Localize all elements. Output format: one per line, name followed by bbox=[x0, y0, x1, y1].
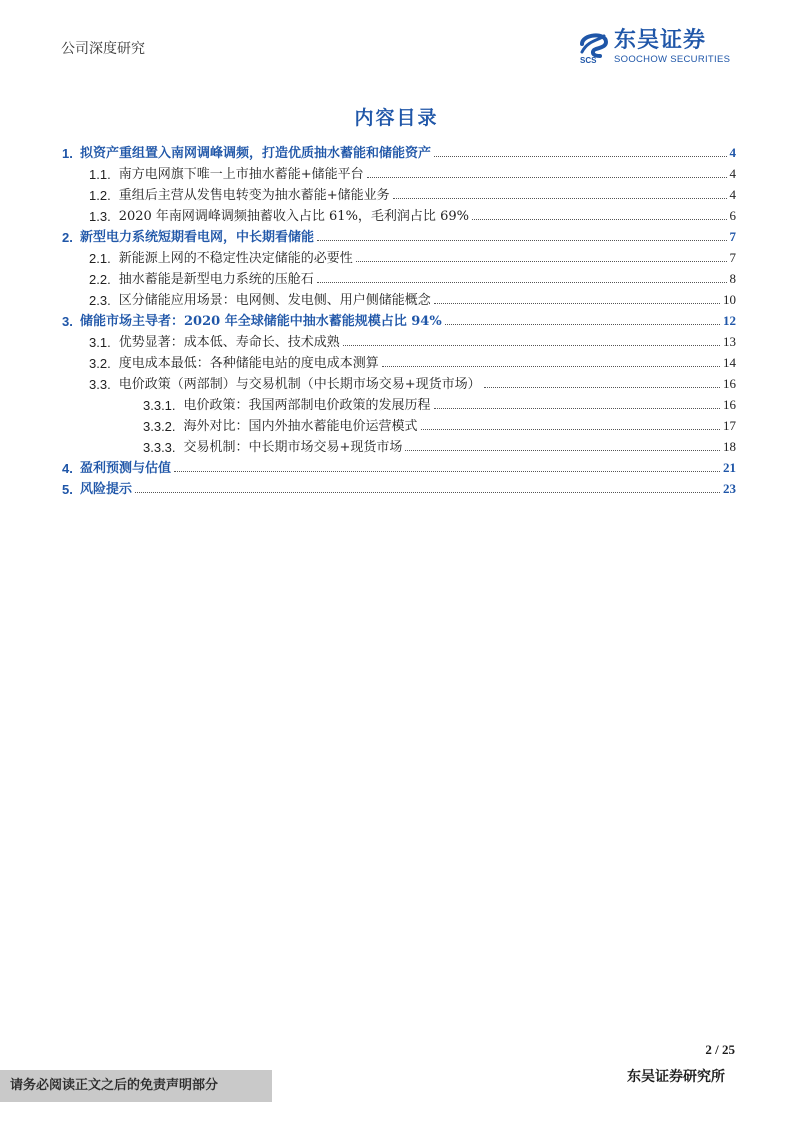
toc-entry[interactable] bbox=[62, 266, 736, 287]
toc-entry-title: 海外对比：国内外抽水蓄能电价运营模式 bbox=[183, 419, 418, 434]
toc-dot-leader bbox=[434, 156, 726, 157]
toc-dot-leader bbox=[317, 240, 726, 241]
toc-entry-page: 23 bbox=[723, 481, 736, 496]
toc-entry-title: 度电成本最低：各种储能电站的度电成本测算 bbox=[118, 356, 379, 371]
table-of-contents bbox=[62, 140, 736, 497]
toc-entry-number: 2.2. bbox=[89, 272, 111, 287]
toc-entry-title: 储能市场主导者：2020 年全球储能中抽水蓄能规模占比 94% bbox=[80, 314, 442, 329]
company-logo bbox=[578, 28, 738, 68]
toc-entry-number: 3.3. bbox=[89, 377, 111, 392]
toc-entry-title: 电价政策（两部制）与交易机制（中长期市场交易+现货市场） bbox=[118, 377, 481, 392]
toc-entry-number: 4. bbox=[62, 461, 73, 476]
toc-entry-title: 新型电力系统短期看电网，中长期看储能 bbox=[80, 230, 315, 245]
toc-entry[interactable] bbox=[62, 329, 736, 350]
toc-entry-number: 1.2. bbox=[89, 188, 111, 203]
toc-entry-title: 2020 年南网调峰调频抽蓄收入占比 61%，毛利润占比 69% bbox=[118, 209, 469, 224]
disclaimer-note: 请务必阅读正文之后的免责声明部分 bbox=[0, 1070, 272, 1102]
toc-entry-page: 7 bbox=[729, 250, 736, 265]
toc-entry[interactable] bbox=[62, 434, 736, 455]
toc-dot-leader bbox=[484, 387, 720, 388]
toc-entry-page: 12 bbox=[723, 313, 736, 328]
logo-mark-icon bbox=[578, 30, 610, 64]
toc-entry[interactable] bbox=[62, 308, 736, 329]
toc-entry-title: 交易机制：中长期市场交易+现货市场 bbox=[183, 440, 403, 455]
toc-entry[interactable] bbox=[62, 203, 736, 224]
toc-entry-title: 区分储能应用场景：电网侧、发电侧、用户侧储能概念 bbox=[118, 293, 431, 308]
toc-entry-page: 4 bbox=[729, 187, 736, 202]
toc-dot-leader bbox=[405, 450, 720, 451]
toc-entry-page: 8 bbox=[729, 271, 736, 286]
toc-entry-page: 4 bbox=[729, 145, 736, 160]
toc-entry-title: 盈利预测与估值 bbox=[80, 461, 172, 476]
toc-entry-number: 3. bbox=[62, 314, 73, 329]
toc-entry-title: 风险提示 bbox=[80, 482, 133, 497]
toc-entry-page: 18 bbox=[723, 439, 736, 454]
toc-entry[interactable] bbox=[62, 182, 736, 203]
toc-dot-leader bbox=[356, 261, 727, 262]
toc-entry-number: 2. bbox=[62, 230, 73, 245]
toc-entry[interactable] bbox=[62, 224, 736, 245]
logo-chinese-name: 东吴证券 bbox=[614, 28, 707, 53]
toc-entry-page: 16 bbox=[723, 376, 736, 391]
toc-entry-number: 2.1. bbox=[89, 251, 111, 266]
report-type-label: 公司深度研究 bbox=[61, 41, 145, 57]
toc-entry-page: 10 bbox=[723, 292, 736, 307]
toc-entry-number: 3.3.1. bbox=[143, 398, 176, 413]
toc-entry-page: 7 bbox=[729, 229, 736, 244]
toc-entry-number: 5. bbox=[62, 482, 73, 497]
toc-entry-page: 13 bbox=[723, 334, 736, 349]
toc-entry-number: 3.3.2. bbox=[143, 419, 176, 434]
toc-dot-leader bbox=[472, 219, 727, 220]
toc-entry-title: 优势显著：成本低、寿命长、技术成熟 bbox=[118, 335, 340, 350]
toc-entry[interactable] bbox=[62, 161, 736, 182]
toc-entry-number: 2.3. bbox=[89, 293, 111, 308]
toc-entry-number: 3.3.3. bbox=[143, 440, 176, 455]
toc-dot-leader bbox=[445, 324, 720, 325]
toc-entry[interactable] bbox=[62, 140, 736, 161]
toc-entry-number: 3.2. bbox=[89, 356, 111, 371]
toc-dot-leader bbox=[421, 429, 720, 430]
toc-entry-title: 新能源上网的不稳定性决定储能的必要性 bbox=[118, 251, 353, 266]
toc-entry[interactable] bbox=[62, 287, 736, 308]
toc-entry[interactable] bbox=[62, 392, 736, 413]
toc-entry[interactable] bbox=[62, 350, 736, 371]
toc-entry-page: 16 bbox=[723, 397, 736, 412]
logo-english-name: SOOCHOW SECURITIES bbox=[614, 54, 731, 65]
toc-entry-page: 17 bbox=[723, 418, 736, 433]
toc-dot-leader bbox=[382, 366, 720, 367]
toc-entry-title: 南方电网旗下唯一上市抽水蓄能+储能平台 bbox=[118, 167, 364, 182]
toc-dot-leader bbox=[434, 408, 720, 409]
toc-dot-leader bbox=[135, 492, 720, 493]
toc-entry-number: 3.1. bbox=[89, 335, 111, 350]
toc-entry-title: 抽水蓄能是新型电力系统的压舱石 bbox=[118, 272, 314, 287]
toc-dot-leader bbox=[393, 198, 727, 199]
toc-entry[interactable] bbox=[62, 245, 736, 266]
toc-entry-number: 1.1. bbox=[89, 167, 111, 182]
page-number: 2 / 25 bbox=[705, 1042, 735, 1057]
toc-dot-leader bbox=[434, 303, 720, 304]
toc-entry-title: 拟资产重组置入南网调峰调频，打造优质抽水蓄能和储能资产 bbox=[80, 146, 432, 161]
toc-dot-leader bbox=[317, 282, 727, 283]
toc-entry-page: 21 bbox=[723, 460, 736, 475]
toc-entry-page: 4 bbox=[729, 166, 736, 181]
toc-entry-title: 重组后主营从发售电转变为抽水蓄能+储能业务 bbox=[118, 188, 390, 203]
toc-entry-page: 14 bbox=[723, 355, 736, 370]
toc-entry-number: 1. bbox=[62, 146, 73, 161]
logo-mark-text: SCS bbox=[580, 56, 597, 64]
toc-entry-page: 6 bbox=[729, 208, 736, 223]
toc-entry-title: 电价政策：我国两部制电价政策的发展历程 bbox=[183, 398, 431, 413]
toc-dot-leader bbox=[174, 471, 720, 472]
toc-entry[interactable] bbox=[62, 371, 736, 392]
toc-dot-leader bbox=[367, 177, 727, 178]
toc-entry[interactable] bbox=[62, 455, 736, 476]
toc-title: 内容目录 bbox=[354, 107, 439, 129]
toc-entry[interactable] bbox=[62, 413, 736, 434]
toc-entry[interactable] bbox=[62, 476, 736, 497]
toc-dot-leader bbox=[343, 345, 720, 346]
footer-organization: 东吴证券研究所 bbox=[627, 1069, 725, 1085]
toc-entry-number: 1.3. bbox=[89, 209, 111, 224]
